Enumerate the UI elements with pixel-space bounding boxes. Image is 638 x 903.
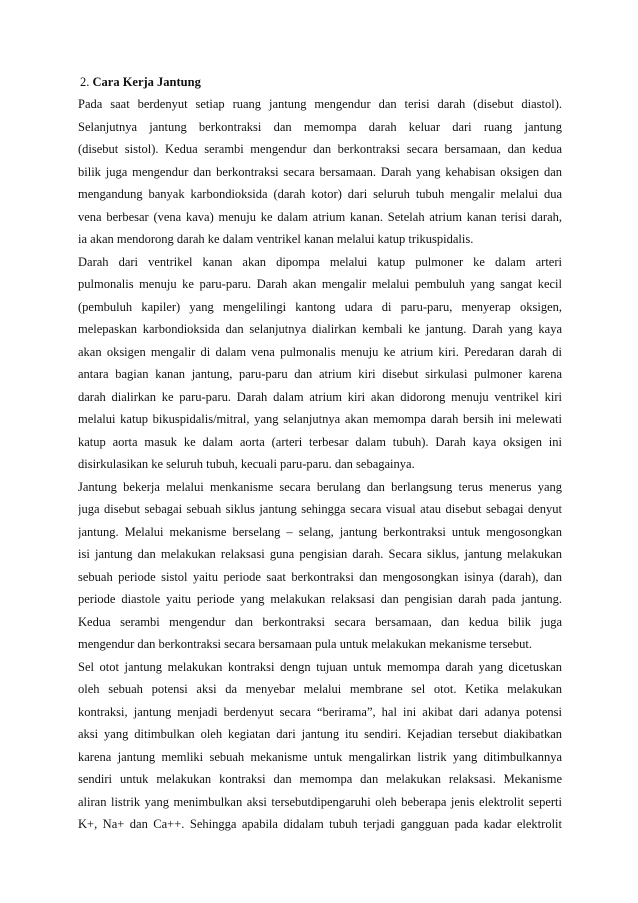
section-heading: [80, 74, 560, 91]
text-line: Pada saat berdenyut setiap ruang jantung mengendur dan terisi darah (disebut diastol).: [78, 97, 562, 111]
text-line: vena berbesar (vena kava) menuju ke dalam atrium kanan. Setelah atrium kanan terisi darah,: [78, 209, 562, 224]
text-line: antara bagian kanan jantung, paru-paru dan atrium kiri disebut sirkulasi pulmoner karena: [78, 367, 562, 381]
text-line: K+, Na+ dan Ca++. Sehingga apabila didalam tubuh terjadi gangguan pada kadar elektrolit: [78, 817, 562, 831]
text-line: bilik juga mengendur dan berkontraksi secara bersamaan. Darah yang kehabisan oksigen dan: [78, 164, 562, 179]
text-line: disirkulasikan ke seluruh tubuh, kecuali paru-paru. dan sebagainya.: [78, 457, 415, 471]
text-line: Kedua serambi mengendur dan berkontraksi secara bersamaan, dan kedua bilik juga: [78, 614, 562, 629]
text-line: Selanjutnya jantung berkontraksi dan memompa darah keluar dari ruang jantung: [78, 119, 562, 134]
text-line: ia akan mendorong darah ke dalam ventrikel kanan melalui katup trikuspidalis.: [78, 232, 474, 246]
text-line: darah dialirkan ke paru-paru. Darah dalam atrium kiri akan didorong menuju ventrikel kiri: [78, 389, 562, 404]
text-line: oleh sebuah potensi aksi da menyebar melalui membrane sel otot. Ketika melakukan: [78, 682, 562, 696]
text-line: juga disebut sebagai sebuah siklus jantung sehingga secara visual atau disebut sebagai denyut: [78, 502, 562, 516]
text-line: sendiri untuk melakukan kontraksi dan memompa dan melakukan relaksasi. Mekanisme: [78, 772, 562, 786]
section-number: 2.: [80, 75, 90, 89]
text-line: katup aorta masuk ke dalam aorta (arteri terbesar dalam tubuh). Darah kaya oksigen ini: [78, 434, 562, 449]
text-line: mengandung banyak karbondioksida (darah kotor) dari seluruh tubuh mengalir melalui dua: [78, 187, 562, 201]
text-line: Darah dari ventrikel kanan akan dipompa melalui katup pulmoner ke dalam arteri: [78, 254, 562, 269]
text-line: jantung. Melalui mekanisme berselang – selang, jantung berkontraksi untuk mengosongkan: [78, 524, 562, 539]
text-line: sebuah periode sistol yaitu periode saat berkontraksi dan mengosongkan isinya (darah), dan: [78, 569, 562, 584]
body-text: [78, 93, 562, 836]
text-line: periode diastole yaitu periode yang melakukan relaksasi dan pengisian darah pada jantung.: [78, 592, 562, 606]
text-line: mengendur dan berkontraksi secara bersamaan pula untuk melakukan mekanisme tersebut.: [78, 637, 533, 651]
text-line: aksi yang ditimbulkan oleh kegiatan dari jantung itu sendiri. Kejadian tersebut diakibatkan: [78, 727, 562, 741]
text-line: pulmonalis menuju ke paru-paru. Darah akan mengalir melalui pembuluh yang sangat kecil: [78, 277, 562, 291]
text-line: Sel otot jantung melakukan kontraksi dengn tujuan untuk memompa darah yang dicetuskan: [78, 659, 562, 674]
text-line: Jantung bekerja melalui menkanisme secara berulang dan berlangsung terus menerus yang: [78, 479, 562, 494]
text-line: isi jantung dan melakukan relaksasi guna pengisian darah. Secara siklus, jantung melakukan: [78, 547, 562, 561]
text-line: akan oksigen mengalir di dalam vena pulmonalis menuju ke atrium kiri. Peredaran darah di: [78, 344, 562, 359]
text-line: (pembuluh kapiler) yang mengelilingi kantong udara di paru-paru, menyerap oksigen,: [78, 299, 562, 314]
text-line: kontraksi, jantung menjadi berdenyut secara “berirama”, hal ini akibat dari adanya potensi: [78, 704, 562, 719]
text-line: aliran listrik yang menimbulkan aksi tersebutdipengaruhi oleh beberapa jenis elektrolit seperti: [78, 794, 562, 809]
section-title: Cara Kerja Jantung: [92, 75, 201, 89]
text-line: melepaskan karbondioksida dan selanjutnya dialirkan kembali ke jantung. Darah yang kaya: [78, 322, 562, 336]
text-line: (disebut sistol). Kedua serambi mengendur dan berkontraksi secara bersamaan, dan kedua: [78, 142, 562, 156]
text-line: karena jantung memliki sebuah mekanisme untuk mengalirkan listrik yang ditimbulkannya: [78, 749, 562, 764]
text-line: melalui katup bikuspidalis/mitral, yang selanjutnya akan memompa darah bersih ini melewati: [78, 412, 562, 426]
